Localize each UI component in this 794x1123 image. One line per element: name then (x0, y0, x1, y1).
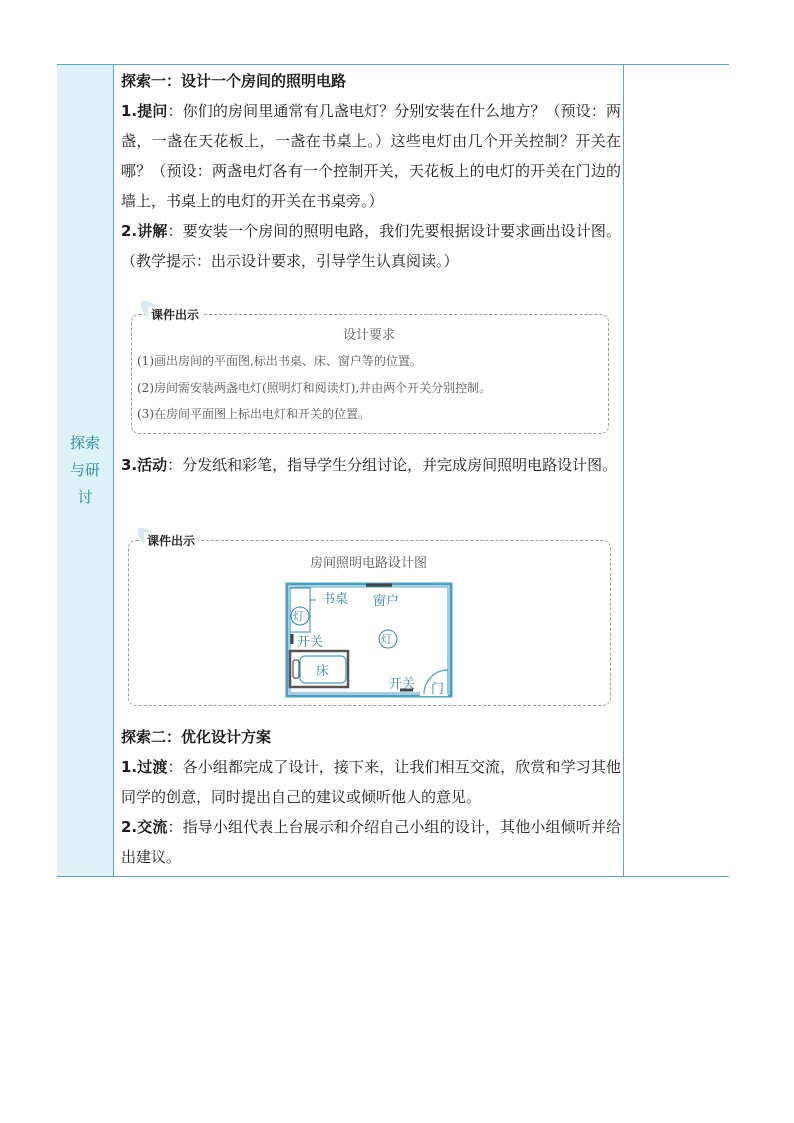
paragraph-text: ：要安装一个房间的照明电路，我们先要根据设计要求画出设计图。（教学提示：出示设计要求，引导学生认真阅读。） (121, 222, 621, 270)
table-top-border (57, 64, 729, 65)
section1-heading: 探索一：设计一个房间的照明电路 (121, 72, 347, 90)
table-divider-left (113, 64, 114, 877)
paragraph-text: ：指导小组代表上台展示和介绍自己小组的设计，其他小组倾听并给出建议。 (121, 818, 621, 866)
section-label-line-2: 与研 (69, 461, 100, 479)
section-label (57, 430, 113, 511)
paragraph-label: 1.过渡 (121, 758, 168, 776)
paragraph-label: 3.活动 (121, 456, 168, 474)
desk-label: 书桌 (322, 592, 349, 607)
requirement-item-3: (3)在房间平面图上标出电灯和开关的位置。 (137, 407, 370, 421)
bed-label: 床 (316, 664, 330, 679)
section1-paragraph-2 (121, 216, 621, 276)
requirements-box-tab: 课件出示 (148, 306, 202, 323)
diagram-title: 房间照明电路设计图 (309, 556, 427, 571)
paragraph-text: ：各小组都完成了设计，接下来，让我们相互交流，欣赏和学习其他同学的创意，同时提出自己的建议或倾听他人的意见。 (121, 758, 621, 806)
section1-paragraph-1 (121, 96, 621, 216)
paragraph-text: ：你们的房间里通常有几盏电灯？分别安装在什么地方？（预设：两盏，一盏在天花板上，一盏在书桌上。）这些电灯由几个开关控制？开关在哪？（预设：两盏电灯各有一个控制开关，天花板上的电灯的开关在门边的墙上，书桌上的电灯的开关在书桌旁。） (121, 102, 621, 210)
desk-lamp-label: 灯 (293, 610, 304, 623)
section2-paragraph-2 (121, 812, 621, 872)
section-label-line-3: 讨 (77, 488, 93, 506)
table-divider-right (623, 64, 624, 877)
section2-paragraph-1 (121, 752, 621, 812)
door-label: 门 (431, 682, 445, 697)
requirement-item-1: (1)画出房间的平面图,标出书桌、床、窗户等的位置。 (137, 354, 422, 368)
requirements-title: 设计要求 (342, 328, 395, 343)
paragraph-label: 2.讲解 (121, 222, 168, 240)
section1-paragraph-3 (121, 450, 621, 480)
lesson-content-activity (121, 450, 621, 480)
section-label-cell (57, 64, 113, 877)
section-label-line-1: 探索 (69, 434, 100, 452)
paragraph-text: ：分发纸和彩笔，指导学生分组讨论，并完成房间照明电路设计图。 (167, 456, 618, 474)
window-label: 窗户 (373, 594, 400, 609)
diagram-box-tab: 课件出示 (144, 532, 198, 549)
ceiling-lamp-label: 灯 (381, 633, 392, 646)
paragraph-label: 1.提问 (121, 102, 168, 120)
switch-door-label: 开关 (389, 677, 416, 692)
table-bottom-border (57, 876, 729, 877)
lesson-content (121, 66, 621, 276)
section2-heading: 探索二：优化设计方案 (121, 728, 272, 746)
paragraph-label: 2.交流 (121, 818, 168, 836)
requirement-item-2: (2)房间需安装两盏电灯(照明灯和阅读灯),并由两个开关分别控制。 (137, 381, 492, 395)
lesson-content-section2 (121, 722, 621, 872)
switch-left-label: 开关 (297, 635, 324, 650)
